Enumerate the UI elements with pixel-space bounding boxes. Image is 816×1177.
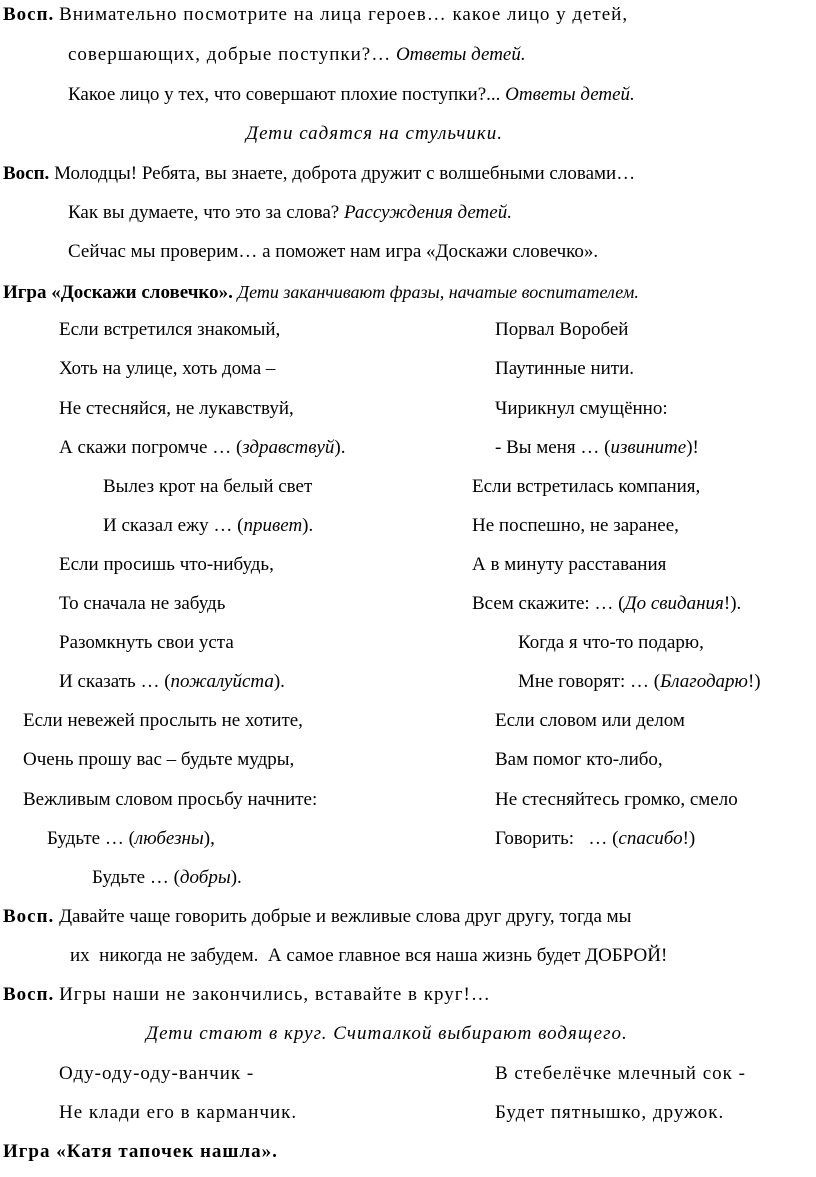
poem-answer: любезны [134,828,204,849]
poem-text: И сказал ежу … ( [103,515,244,536]
poem-left-line [59,436,345,460]
poem-left-line: Не стесняйся, не лукавствуй, [59,398,294,419]
poem-text: И сказать … ( [59,671,171,692]
speaker-label: Восп. [3,906,55,927]
poem-left-line [59,670,285,694]
poem-right-line: Вам помог кто-либо, [495,749,663,770]
poem-left-line: То сначала не забудь [59,593,226,614]
intro-italic-3: Ответы детей. [505,84,635,105]
magic-line-3: Сейчас мы проверим… а поможет нам игра «Доскажи словечко». [68,241,599,262]
speaker-label: Восп. [3,4,55,25]
poem-right-line: Когда я что-то подарю, [518,632,704,653]
magic-text-1: Молодцы! Ребята, вы знаете, доброта дружит с волшебными словами… [54,163,636,184]
poem-left-line: Разомкнуть свои уста [59,632,234,653]
speaker-label: Восп. [3,984,55,1005]
game-1-title: Игра «Доскажи словечко». [3,282,233,303]
counting-rhyme-right-2: Будет пятнышко, дружок. [495,1102,725,1123]
poem-right-line [472,592,741,616]
poem-left-line: Очень прошу вас – будьте мудры, [23,749,295,770]
poem-right-line: Если словом или делом [495,710,685,731]
intro-line-1 [3,3,628,27]
game-2-title: Игра «Катя тапочек нашла». [3,1141,278,1162]
poem-answer: добры [179,867,231,888]
stage-direction-1: Дети садятся на стульчики. [246,123,504,144]
poem-right-line: А в минуту расставания [472,554,667,575]
poem-left-line [92,866,242,890]
end-line-3 [3,983,491,1007]
poem-text: ). [230,867,242,888]
poem-answer: извините [610,437,687,458]
magic-line-2 [68,201,512,225]
counting-rhyme-right-1: В стебелёчке млечный сок - [495,1063,746,1084]
poem-answer: До свидания [624,593,724,614]
intro-text-2: совершающих, добрые поступки?… [68,44,392,65]
poem-left-line: Если просишь что-нибудь, [59,554,274,575]
poem-answer: спасибо [618,828,683,849]
poem-text: ). [273,671,285,692]
poem-answer: привет [243,515,303,536]
stage-direction-2: Дети стают в круг. Считалкой выбирают водящего. [146,1023,628,1044]
poem-text: Будьте … ( [92,867,180,888]
poem-text: !). [723,593,742,614]
magic-italic-2: Рассуждения детей. [344,202,512,223]
end-text-3: Игры наши не закончились, вставайте в круг!… [59,984,491,1005]
poem-right-line: Чирикнул смущённо: [495,398,668,419]
poem-text: - Вы меня … ( [495,437,611,458]
poem-text: Мне говорят: … ( [518,671,661,692]
poem-left-line [103,514,313,538]
poem-text: !) [682,828,696,849]
poem-answer: Благодарю [660,671,748,692]
poem-text: ), [203,828,215,849]
poem-right-line [495,827,695,851]
poem-text: )! [686,437,699,458]
poem-text: Говорить: … ( [495,828,619,849]
poem-left-line [47,827,215,851]
end-line-2: их никогда не забудем. А самое главное вся наша жизнь будет ДОБРОЙ! [70,945,668,966]
poem-right-line: Не стесняйтесь громко, смело [495,789,738,810]
poem-left-line: Если невежей прослыть не хотите, [23,710,303,731]
poem-right-line: Если встретилась компания, [472,476,701,497]
counting-rhyme-left-1: Оду-оду-оду-ванчик - [59,1063,255,1084]
poem-right-line: Не поспешно, не заранее, [472,515,679,536]
intro-line-3 [68,83,635,107]
game-1-heading [3,280,639,305]
magic-line-1 [3,162,635,186]
counting-rhyme-left-2: Не клади его в карманчик. [59,1102,298,1123]
poem-text: !) [747,671,761,692]
poem-right-line [495,436,699,460]
poem-answer: здравствуй [242,437,335,458]
magic-text-2: Как вы думаете, что это за слова? [68,202,340,223]
poem-answer: пожалуйста [170,671,274,692]
end-text-1: Давайте чаще говорить добрые и вежливые слова друг другу, тогда мы [59,906,632,927]
poem-right-line: Паутинные нити. [495,358,635,379]
poem-text: ). [302,515,314,536]
poem-left-line: Вылез крот на белый свет [103,476,313,497]
poem-text: ). [334,437,346,458]
intro-italic-2: Ответы детей. [395,44,526,65]
poem-text: Будьте … ( [47,828,135,849]
intro-text-1: Внимательно посмотрите на лица героев… какое лицо у детей, [59,4,629,25]
speaker-label: Восп. [3,163,50,184]
intro-line-2 [68,43,526,67]
poem-right-line: Порвал Воробей [495,319,629,340]
intro-text-3: Какое лицо у тех, что совершают плохие поступки?... [68,84,501,105]
poem-left-line: Хоть на улице, хоть дома – [59,358,276,379]
end-line-1 [3,905,631,929]
poem-right-line [518,670,761,694]
poem-text: Всем скажите: … ( [472,593,625,614]
poem-left-line: Если встретился знакомый, [59,319,281,340]
poem-text: А скажи погромче … ( [59,437,243,458]
game-1-desc: Дети заканчивают фразы, начатые воспитателем. [237,282,639,302]
poem-left-line: Вежливым словом просьбу начните: [23,789,318,810]
